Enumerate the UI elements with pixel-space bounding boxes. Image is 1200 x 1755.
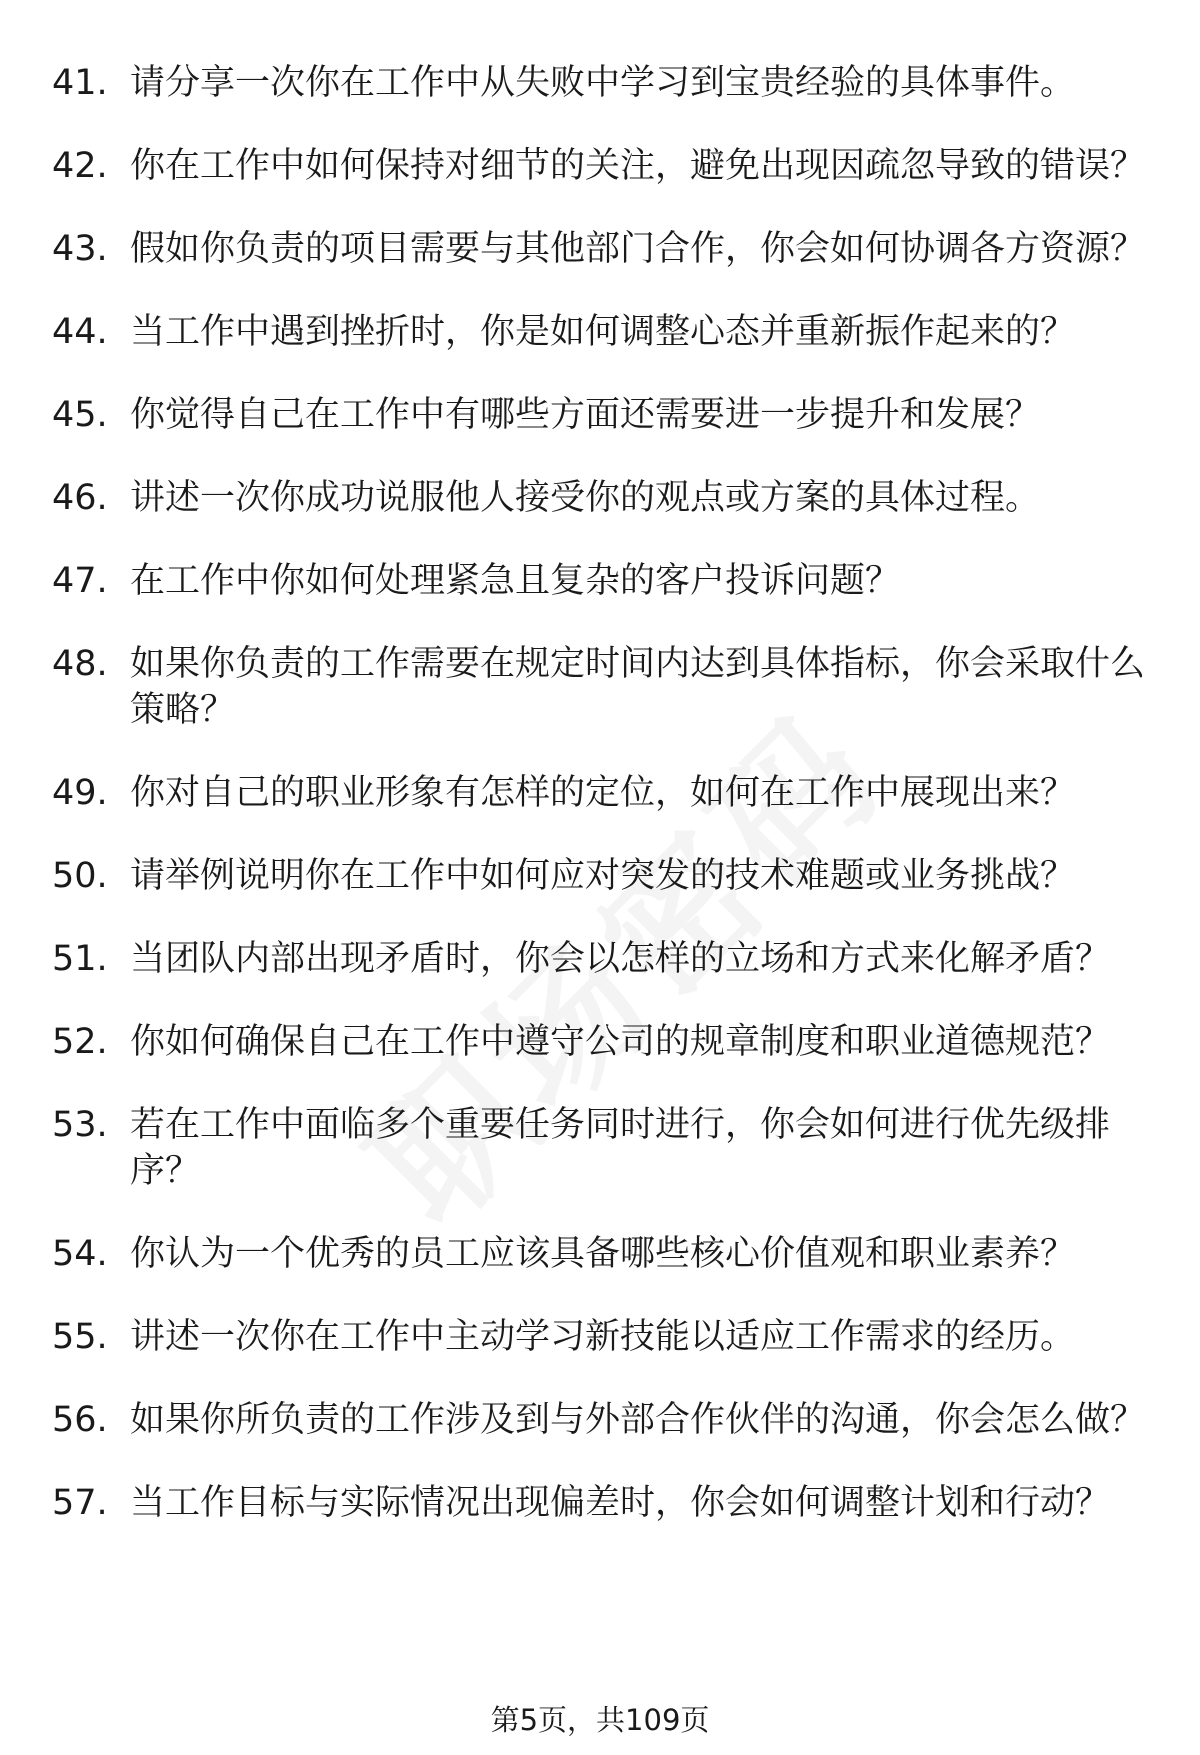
question-number: 45. bbox=[52, 395, 108, 435]
question-text: 你觉得自己在工作中有哪些方面还需要进一步提升和发展？ bbox=[130, 395, 1041, 435]
question-text: 请举例说明你在工作中如何应对突发的技术难题或业务挑战？ bbox=[130, 856, 1076, 896]
question-item bbox=[52, 936, 1152, 982]
question-item bbox=[52, 1314, 1152, 1360]
question-number: 53. bbox=[52, 1105, 108, 1145]
question-item bbox=[52, 475, 1152, 521]
question-item bbox=[52, 392, 1152, 438]
page-footer: 第5页，共109页 bbox=[490, 1703, 710, 1737]
question-number: 43. bbox=[52, 229, 108, 269]
question-item bbox=[52, 853, 1152, 899]
question-text: 你在工作中如何保持对细节的关注，避免出现因疏忽导致的错误？ bbox=[130, 146, 1146, 186]
question-text: 你如何确保自己在工作中遵守公司的规章制度和职业道德规范？ bbox=[130, 1022, 1111, 1062]
question-text: 假如你负责的项目需要与其他部门合作，你会如何协调各方资源？ bbox=[130, 229, 1146, 269]
question-text: 请分享一次你在工作中从失败中学习到宝贵经验的具体事件。 bbox=[130, 63, 1076, 103]
question-item bbox=[52, 226, 1152, 272]
question-text: 如果你所负责的工作涉及到与外部合作伙伴的沟通，你会怎么做？ bbox=[130, 1400, 1146, 1440]
question-item bbox=[52, 641, 1152, 733]
question-item bbox=[52, 1102, 1152, 1194]
question-item bbox=[52, 1019, 1152, 1065]
question-text: 你认为一个优秀的员工应该具备哪些核心价值观和职业素养？ bbox=[130, 1234, 1076, 1274]
question-item bbox=[52, 1231, 1152, 1277]
question-text: 你对自己的职业形象有怎样的定位，如何在工作中展现出来？ bbox=[130, 773, 1076, 813]
question-number: 42. bbox=[52, 146, 108, 186]
question-item bbox=[52, 143, 1152, 189]
question-text: 如果你负责的工作需要在规定时间内达到具体指标，你会采取什么策略？ bbox=[130, 644, 1146, 730]
question-text: 讲述一次你在工作中主动学习新技能以适应工作需求的经历。 bbox=[130, 1317, 1076, 1357]
question-item bbox=[52, 558, 1152, 604]
question-number: 51. bbox=[52, 939, 108, 979]
question-item bbox=[52, 770, 1152, 816]
question-text: 当工作中遇到挫折时，你是如何调整心态并重新振作起来的？ bbox=[130, 312, 1076, 352]
question-text: 在工作中你如何处理紧急且复杂的客户投诉问题？ bbox=[130, 561, 901, 601]
question-number: 46. bbox=[52, 478, 108, 518]
question-number: 50. bbox=[52, 856, 108, 896]
question-number: 44. bbox=[52, 312, 108, 352]
question-number: 49. bbox=[52, 773, 108, 813]
question-number: 55. bbox=[52, 1317, 108, 1357]
question-item bbox=[52, 1397, 1152, 1443]
question-list bbox=[52, 60, 1152, 1563]
question-number: 41. bbox=[52, 63, 108, 103]
question-text: 讲述一次你成功说服他人接受你的观点或方案的具体过程。 bbox=[130, 478, 1041, 518]
question-number: 48. bbox=[52, 644, 108, 684]
question-number: 47. bbox=[52, 561, 108, 601]
question-number: 52. bbox=[52, 1022, 108, 1062]
question-number: 56. bbox=[52, 1400, 108, 1440]
question-text: 当工作目标与实际情况出现偏差时，你会如何调整计划和行动？ bbox=[130, 1483, 1111, 1523]
question-item bbox=[52, 309, 1152, 355]
question-item bbox=[52, 1480, 1152, 1526]
question-text: 当团队内部出现矛盾时，你会以怎样的立场和方式来化解矛盾？ bbox=[130, 939, 1111, 979]
question-item bbox=[52, 60, 1152, 106]
question-number: 54. bbox=[52, 1234, 108, 1274]
question-text: 若在工作中面临多个重要任务同时进行，你会如何进行优先级排序？ bbox=[130, 1105, 1111, 1191]
question-number: 57. bbox=[52, 1483, 108, 1523]
